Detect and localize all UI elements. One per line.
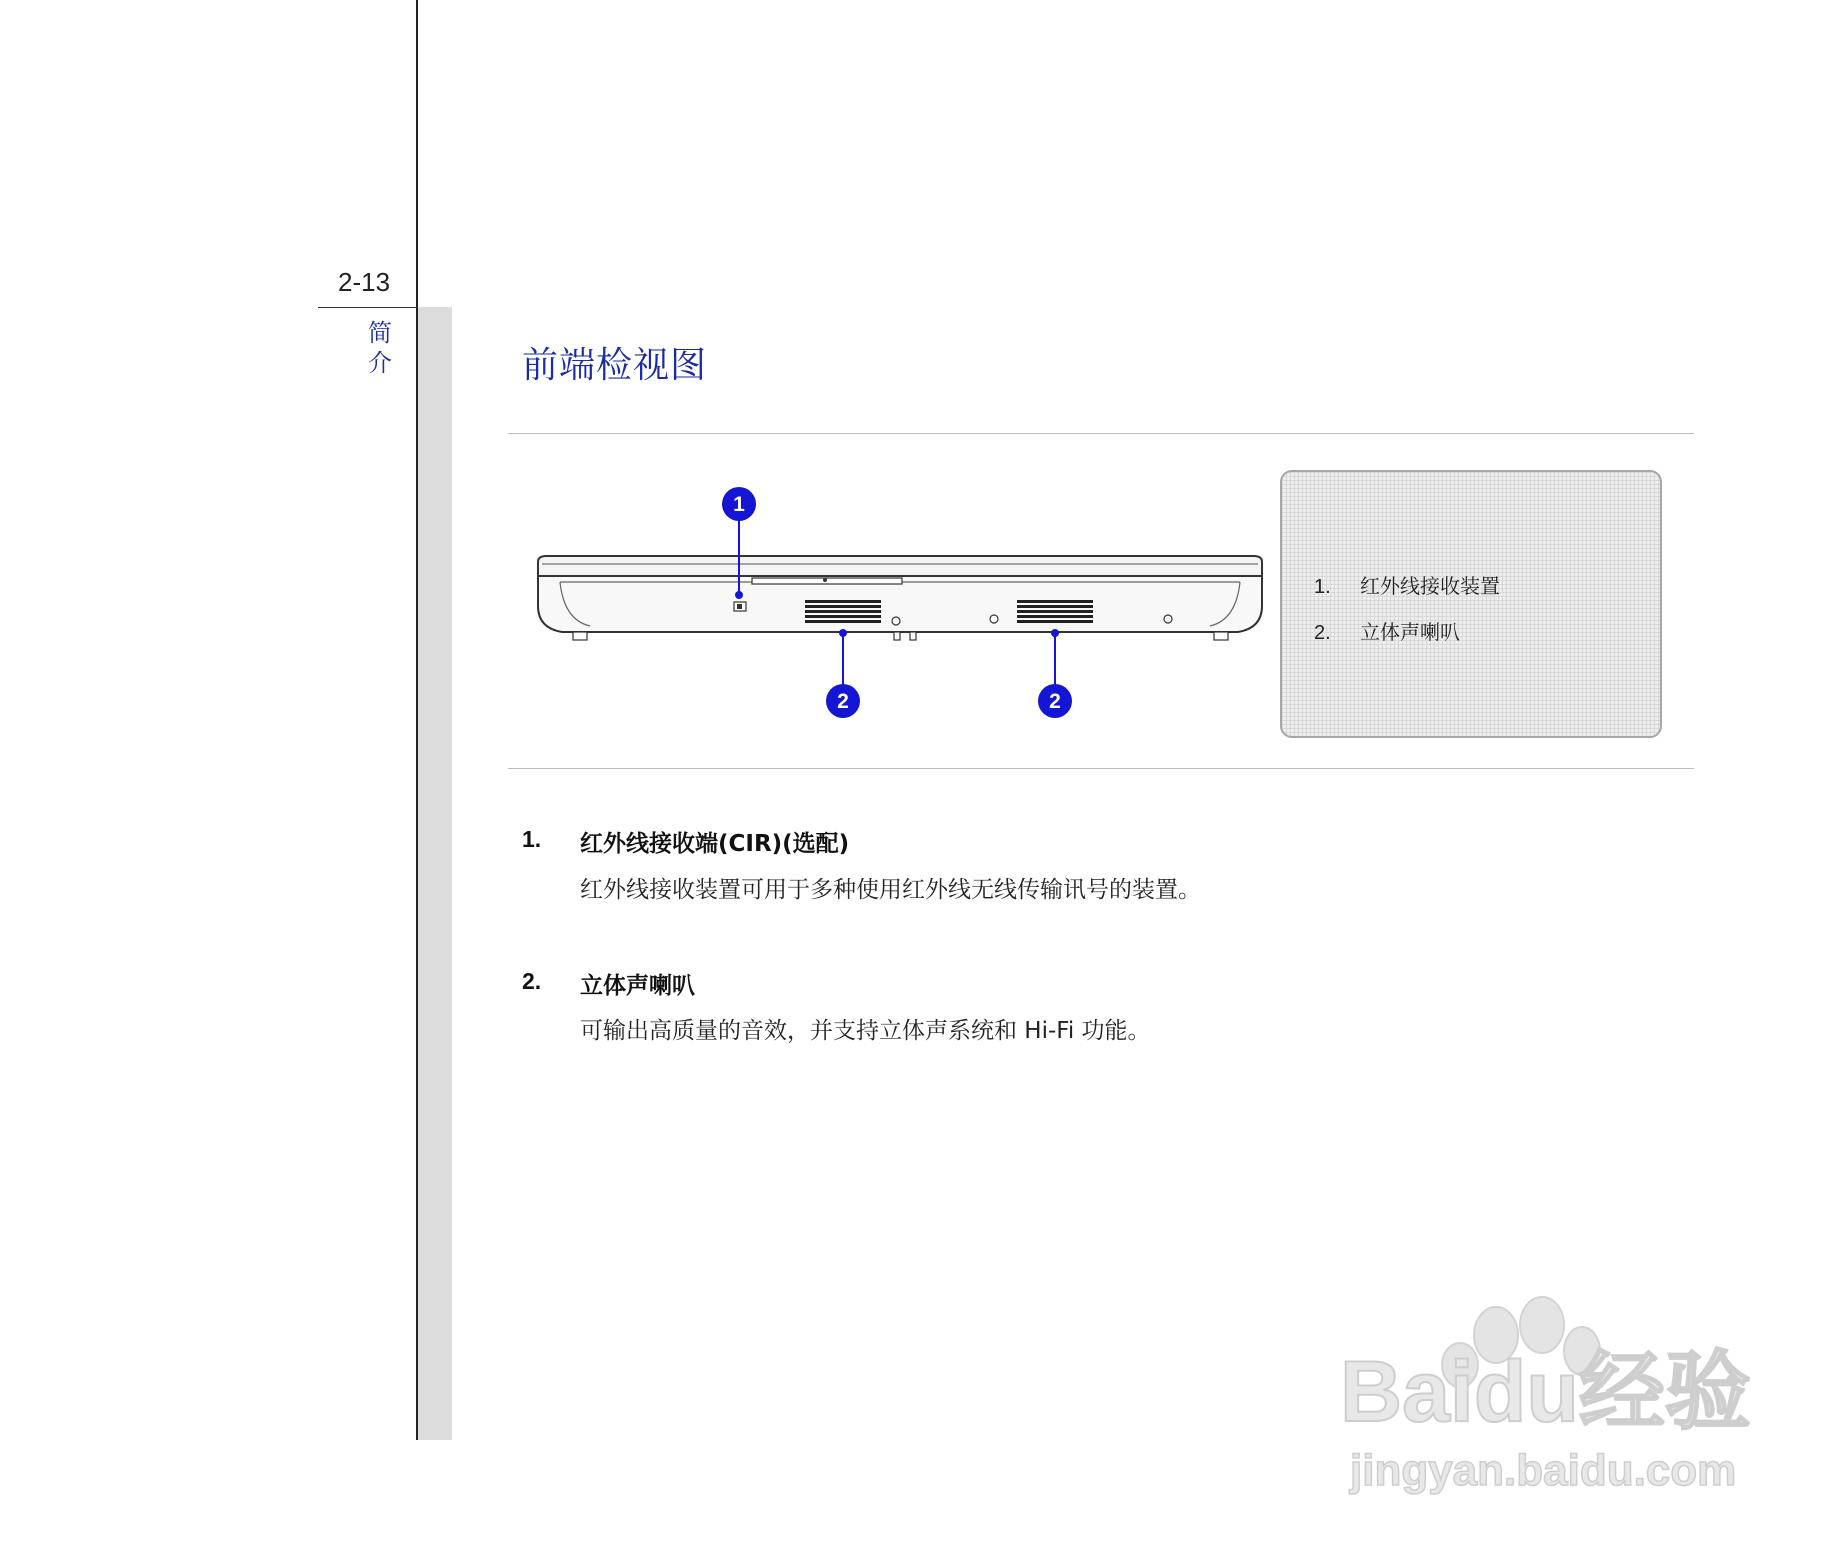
item-2-heading: 立体声喇叭	[580, 973, 695, 999]
item-2-number: 2.	[522, 968, 542, 994]
legend-item-label: 红外线接收装置	[1360, 574, 1500, 598]
legend-item-1	[1314, 570, 1500, 599]
chapter-label: 简介	[368, 319, 392, 377]
top-divider	[508, 433, 1694, 434]
legend-item-number: 2.	[1314, 622, 1331, 644]
legend-item-number: 1.	[1314, 576, 1331, 598]
item-1-heading: 红外线接收端(CIR)(选配)	[580, 831, 850, 857]
watermark-url: jingyan.baidu.com	[1350, 1446, 1737, 1495]
item-2-body: 可输出高质量的音效，并支持立体声系统和 Hi-Fi 功能。	[580, 1018, 1151, 1044]
bottom-divider	[508, 768, 1694, 769]
callout-2-left-label: 2	[837, 690, 849, 713]
page-number: 2-13	[338, 267, 391, 297]
watermark-brand: Baidu经验	[1340, 1344, 1751, 1440]
item-1-number: 1.	[522, 826, 542, 852]
legend-item-2	[1314, 616, 1460, 645]
laptop-front-view-figure	[520, 470, 1280, 730]
page-number-rule	[318, 307, 418, 308]
legend-box	[1280, 470, 1662, 738]
callout-1-label: 1	[733, 493, 745, 516]
margin-gray-strip	[418, 307, 452, 1440]
baidu-jingyan-watermark-logo	[1320, 1285, 1760, 1505]
callout-2-right-label: 2	[1049, 690, 1061, 713]
item-1-body: 红外线接收装置可用于多种使用红外线无线传输讯号的装置。	[580, 877, 1201, 903]
section-title: 前端检视图	[522, 345, 708, 386]
legend-item-label: 立体声喇叭	[1360, 620, 1460, 644]
